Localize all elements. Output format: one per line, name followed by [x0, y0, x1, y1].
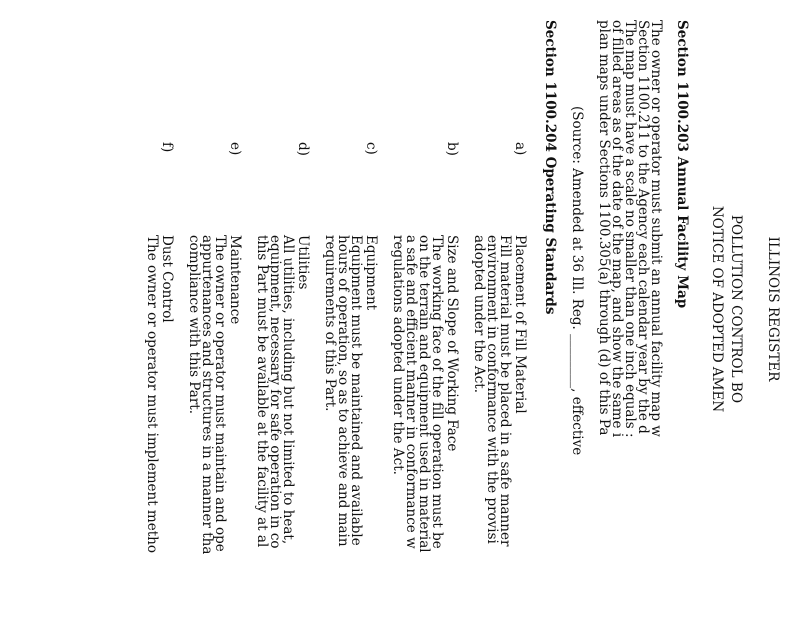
- item-d-heading: Utilities: [295, 235, 311, 290]
- s203-line-4: of filled areas as of the date of the map, and show the same i: [609, 20, 625, 438]
- item-c-letter: c): [363, 142, 379, 155]
- board-header: POLLUTION CONTROL BO: [728, 214, 744, 404]
- item-b-heading: Size and Slope of Working Face: [444, 235, 460, 452]
- item-f-letter: f): [159, 142, 175, 153]
- s203-line-2: Section 1100.211 to the Agency each calendar year by the d: [635, 20, 651, 434]
- item-e-line-2: appurtenances and structures in a manner tha: [199, 235, 215, 555]
- s203-line-5: plan maps under Sections 1100.305(a) through (d) of this Pa: [596, 20, 612, 436]
- item-d-letter: d): [295, 142, 311, 156]
- s203-line-3: The map must have a scale no smaller than one inch equals :: [622, 20, 638, 438]
- register-header: ILLINOIS REGISTER: [765, 236, 781, 382]
- item-d-line-1: All utilities, including but not limited to heat,: [280, 235, 296, 545]
- item-d-line-3: this Part must be available at the facility at al: [254, 235, 270, 548]
- item-e-letter: e): [227, 142, 243, 156]
- item-b-line-1: The working face of the fill operation must be: [429, 235, 445, 549]
- item-f-heading: Dust Control: [159, 235, 175, 323]
- item-e-line-1: The owner or operator must maintain and ope: [212, 235, 228, 552]
- item-d-line-2: equipment, necessary for safe operation in co: [267, 235, 283, 549]
- item-c-line-3: requirements of this Part.: [322, 235, 338, 412]
- section-203-title: Section 1100.203 Annual Facility Map: [674, 20, 690, 309]
- item-a-line-3: adopted under the Act.: [471, 235, 487, 393]
- item-a-heading: Placement of Fill Material: [512, 235, 528, 414]
- item-b-line-3: a safe and efficient manner in conformance w: [403, 235, 419, 549]
- item-e-line-3: compliance with this Part.: [186, 235, 202, 414]
- item-c-heading: Equipment: [363, 235, 379, 311]
- item-b-line-2: on the terrain and equipment used in material: [416, 235, 432, 553]
- item-a-line-1: Fill material must be placed in a safe manner: [497, 235, 513, 547]
- item-f-line-1: The owner or operator must implement metho: [144, 235, 160, 553]
- s203-line-1: The owner or operator must submit an annual facility map w: [648, 20, 664, 437]
- notice-header: NOTICE OF ADOPTED AMEN: [709, 205, 725, 413]
- section-204-title: Section 1100.204 Operating Standards: [542, 20, 558, 315]
- item-a-letter: a): [512, 142, 528, 156]
- item-e-heading: Maintenance: [227, 235, 243, 325]
- item-b-line-4: regulations adopted under the Act.: [390, 235, 406, 475]
- item-b-letter: b): [444, 142, 460, 156]
- s203-source-note: (Source: Amended at 36 Ill. Reg. ________, effective: [569, 106, 585, 456]
- item-c-line-1: Equipment must be maintained and available: [348, 235, 364, 546]
- item-c-line-2: hours of operation, so as to achieve and main: [335, 235, 351, 547]
- item-a-line-2: environment in conformance with the provisi: [484, 235, 500, 544]
